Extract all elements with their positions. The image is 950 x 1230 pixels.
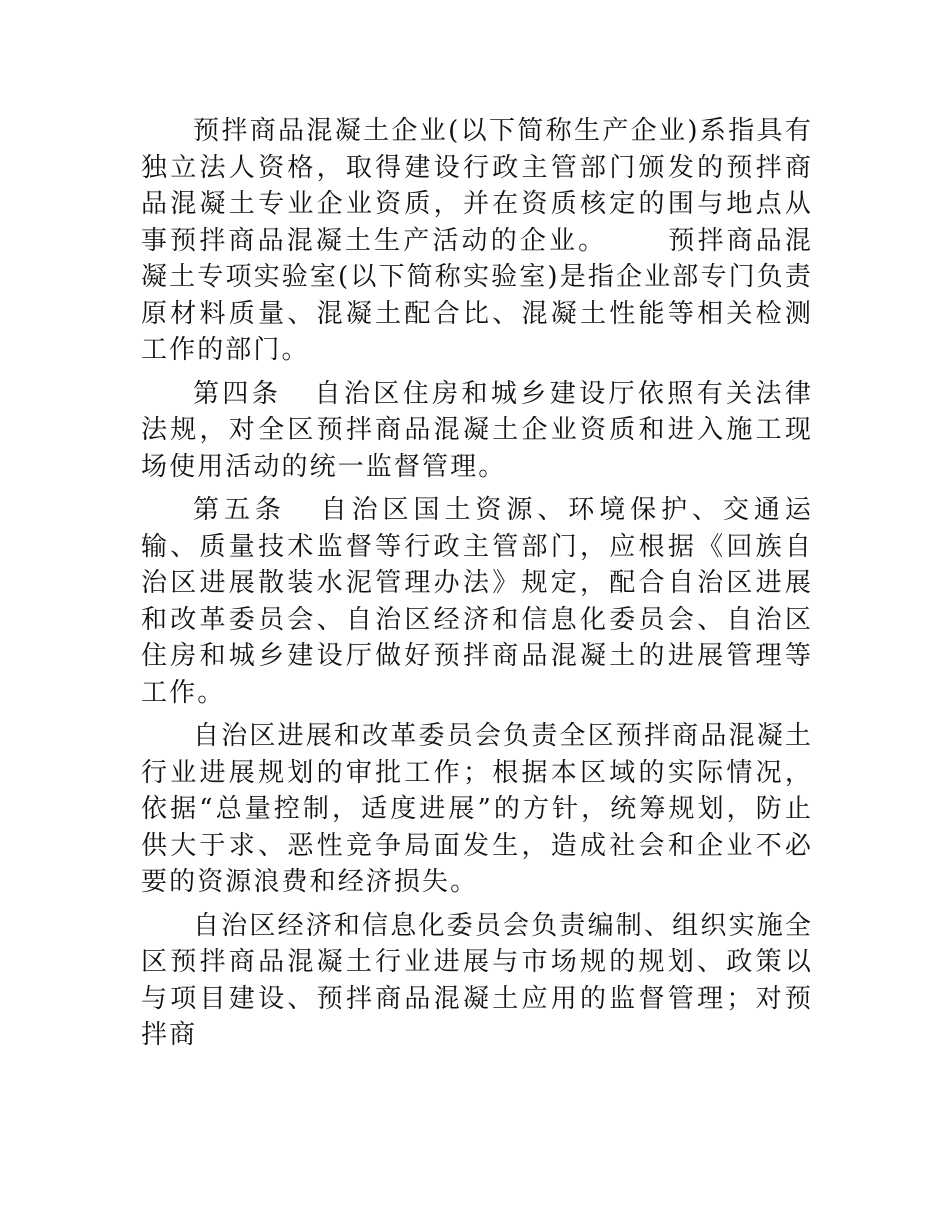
- paragraph-article-5: [141, 492, 813, 711]
- article-text: 自治区住房和城乡建设厅依照有关法律法规，对全区预拌商品混凝土企业资质和进入施工现场使用活动的统一监督管理。: [141, 378, 813, 482]
- paragraph-article-4: [141, 376, 813, 486]
- definition-laboratory: 预拌商品混凝土专项实验室(以下简称实验室)是指企业部专门负责原材料质量、混凝土配合比、混凝土性能等相关检测工作的部门。: [141, 225, 813, 365]
- paragraph-definitions: [141, 113, 813, 369]
- paragraph-economy-it: 自治区经济和信息化委员会负责编制、组织实施全区预拌商品混凝土行业进展与市场规的规划、政策以与项目建设、预拌商品混凝土应用的监督管理；对预拌商: [141, 910, 813, 1050]
- article-text: 自治区国土资源、环境保护、交通运输、质量技术监督等行政主管部门，应根据《回族自治区进展散装水泥管理办法》规定，配合自治区进展和改革委员会、自治区经济和信息化委员会、自治区住房和城乡建设厅做好预拌商品混凝土的进展管理等工作。: [141, 495, 813, 708]
- article-number: 第四条: [193, 378, 282, 409]
- definition-producer: 预拌商品混凝土企业(以下简称生产企业)系指具有独立法人资格，取得建设行政主管部门颁发的预拌商品混凝土专业企业资质，并在资质核定的围与地点从事预拌商品混凝土生产活动的企业。: [141, 116, 813, 256]
- paragraph-development-reform: 自治区进展和改革委员会负责全区预拌商品混凝土行业进展规划的审批工作；根据本区域的实际情况，依据“总量控制，适度进展”的方针，统筹规划，防止供大于求、恶性竞争局面发生，造成社会和企业不必要的资源浪费和经济损失。: [141, 721, 813, 897]
- article-number: 第五条: [193, 495, 286, 525]
- document-page: [141, 113, 813, 1054]
